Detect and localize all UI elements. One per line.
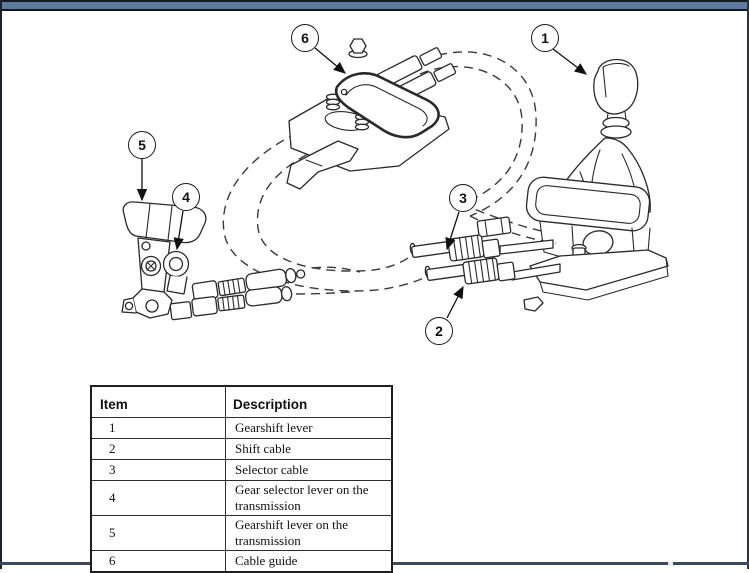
callout-4-badge xyxy=(172,183,200,211)
cable-guide-drawing xyxy=(287,39,456,189)
description-cell: Shift cable xyxy=(226,439,393,460)
gearshift-lever-drawing xyxy=(500,60,668,300)
callout-6-badge xyxy=(291,24,319,52)
item-cell: 3 xyxy=(91,460,226,481)
callout-6-label: 6 xyxy=(301,30,309,46)
cable-end-fittings-drawing xyxy=(410,217,543,311)
item-cell: 1 xyxy=(91,418,226,439)
description-cell: Selector cable xyxy=(226,460,393,481)
callout-1-label: 1 xyxy=(541,30,549,46)
table-row xyxy=(91,439,392,460)
callout-5-label: 5 xyxy=(138,137,146,153)
callout-3-badge xyxy=(449,184,477,212)
table-row xyxy=(91,460,392,481)
table-row xyxy=(91,418,392,439)
callout-2-badge xyxy=(425,317,453,345)
item-cell: 6 xyxy=(91,551,226,573)
description-cell: Cable guide xyxy=(226,551,393,573)
item-column-header: Item xyxy=(91,386,226,418)
item-cell: 5 xyxy=(91,516,226,551)
description-cell: Gearshift lever on the transmission xyxy=(226,516,393,551)
description-column-header: Description xyxy=(226,386,393,418)
parts-legend-table xyxy=(90,385,393,573)
callout-4-label: 4 xyxy=(182,189,190,205)
callout-5-badge xyxy=(128,131,156,159)
callout-2-label: 2 xyxy=(435,323,443,339)
callout-1-badge xyxy=(531,24,559,52)
table-header-row xyxy=(91,386,392,418)
hex-nut-icon xyxy=(349,39,367,58)
table-row xyxy=(91,481,392,516)
callout-3-label: 3 xyxy=(459,190,467,206)
item-cell: 4 xyxy=(91,481,226,516)
transmission-levers-drawing xyxy=(122,202,306,320)
description-cell: Gear selector lever on the transmission xyxy=(226,481,393,516)
table-row xyxy=(91,516,392,551)
item-cell: 2 xyxy=(91,439,226,460)
description-cell: Gearshift lever xyxy=(226,418,393,439)
